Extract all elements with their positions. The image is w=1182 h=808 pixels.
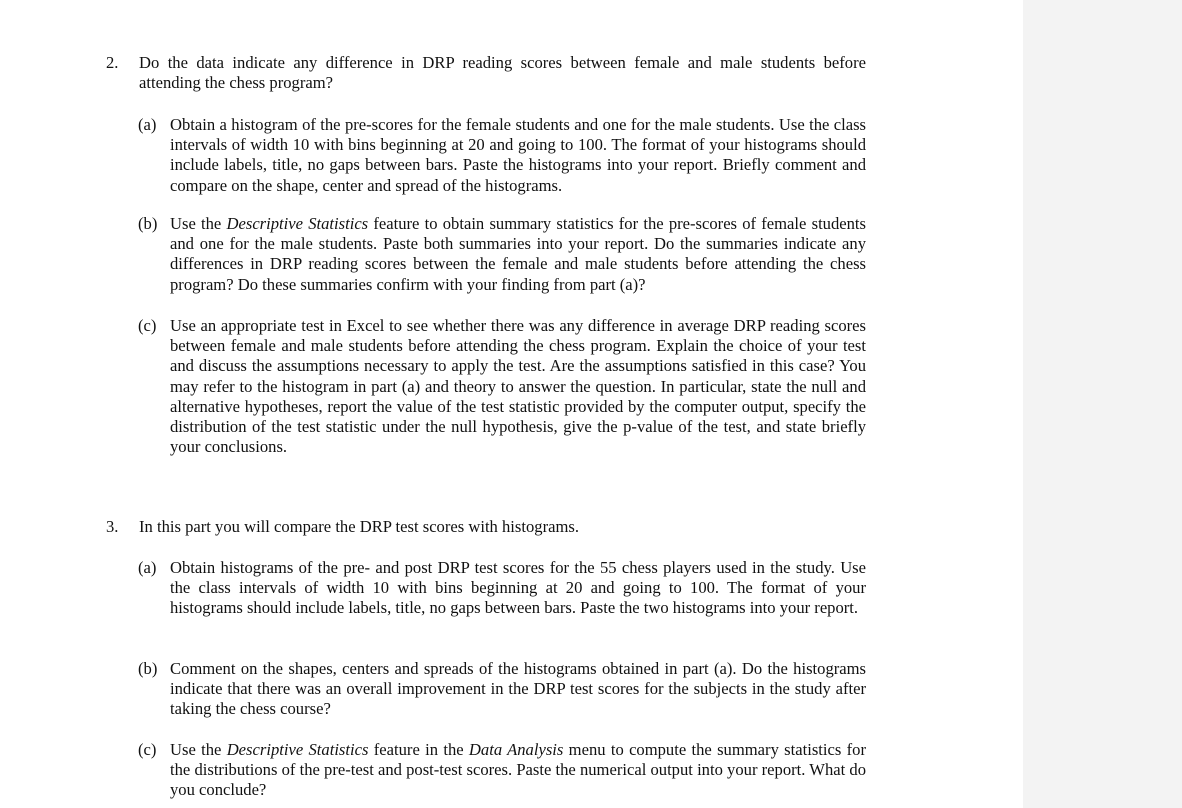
part-label: (b) bbox=[138, 659, 158, 678]
question-3-part-c bbox=[138, 740, 866, 801]
question-number: 3. bbox=[106, 517, 119, 536]
italic-term: Descriptive Statistics bbox=[226, 214, 369, 233]
text-segment: feature in the bbox=[368, 740, 469, 759]
text-segment: Use an appropriate test in Excel to see whether there was any difference in average DRP reading scores between female and male students before attending the chess program. Explain the choice of your test and discuss the assumptions necessary to apply the test. Are the assumptions satisfied in this case? You may refer to the histogram in part (a) and theory to answer the question. In particular, state the null and alternative hypotheses, report the value of the test statistic provided by the computer output, specify the distribution of the test statistic under the null hypothesis, give the p-value of the test, and state briefly your conclusions. bbox=[170, 316, 866, 457]
text-segment: feature to obtain summary statistics for the pre-scores of female students and one for the male students. Paste both summaries into your report. Do the summaries indicate any differences in DRP reading scores between the female and male students before attending the chess program? Do these summaries confirm with your finding from part (a)? bbox=[170, 214, 867, 294]
text-segment: Obtain histograms of the pre- and post DRP test scores for the 55 chess players used in the study. Use the class intervals of width 10 with bins beginning at 20 and going to 100. The format of your histograms should include labels, title, no gaps between bars. Paste the two histograms into your report. bbox=[170, 558, 866, 618]
question-text: Do the data indicate any difference in DRP reading scores between female and male students before attending the chess program? bbox=[139, 53, 866, 93]
text-segment: Use the bbox=[170, 214, 227, 233]
part-label: (c) bbox=[138, 740, 157, 759]
question-2-part-b bbox=[138, 214, 866, 295]
question-2-part-a bbox=[138, 115, 866, 196]
part-text bbox=[170, 316, 866, 457]
italic-term: Descriptive Statistics bbox=[226, 740, 369, 759]
part-text bbox=[170, 115, 866, 196]
question-3-part-a bbox=[138, 558, 866, 619]
side-panel bbox=[1023, 0, 1182, 808]
part-text bbox=[170, 558, 866, 619]
part-label: (a) bbox=[138, 115, 157, 134]
italic-term: Data Analysis bbox=[468, 740, 564, 759]
text-segment: Comment on the shapes, centers and spreads of the histograms obtained in part (a). Do the histograms indicate that there was an overall improvement in the DRP test scores for the subjects in the study after taking the chess course? bbox=[170, 659, 866, 719]
text-segment: Use the bbox=[170, 740, 227, 759]
question-number: 2. bbox=[106, 53, 119, 72]
question-2-part-c bbox=[138, 316, 866, 457]
part-label: (c) bbox=[138, 316, 157, 335]
text-segment: Obtain a histogram of the pre-scores for the female students and one for the male students. Use the class intervals of width 10 with bins beginning at 20 and going to 100. The format of your histograms should include labels, title, no gaps between bars. Paste the histograms into your report. Briefly comment and compare on the shape, center and spread of the histograms. bbox=[170, 115, 866, 195]
question-2 bbox=[106, 53, 866, 93]
part-text bbox=[170, 740, 866, 801]
text-segment: menu to compute the summary statistics for the distributions of the pre-test and post-test scores. Paste the numerical output into your report. What do you conclude? bbox=[170, 740, 866, 800]
question-3 bbox=[106, 517, 866, 537]
part-text bbox=[170, 214, 866, 295]
part-label: (a) bbox=[138, 558, 157, 577]
question-3-part-b bbox=[138, 659, 866, 720]
part-label: (b) bbox=[138, 214, 158, 233]
part-text bbox=[170, 659, 866, 720]
question-text: In this part you will compare the DRP test scores with histograms. bbox=[139, 517, 579, 536]
